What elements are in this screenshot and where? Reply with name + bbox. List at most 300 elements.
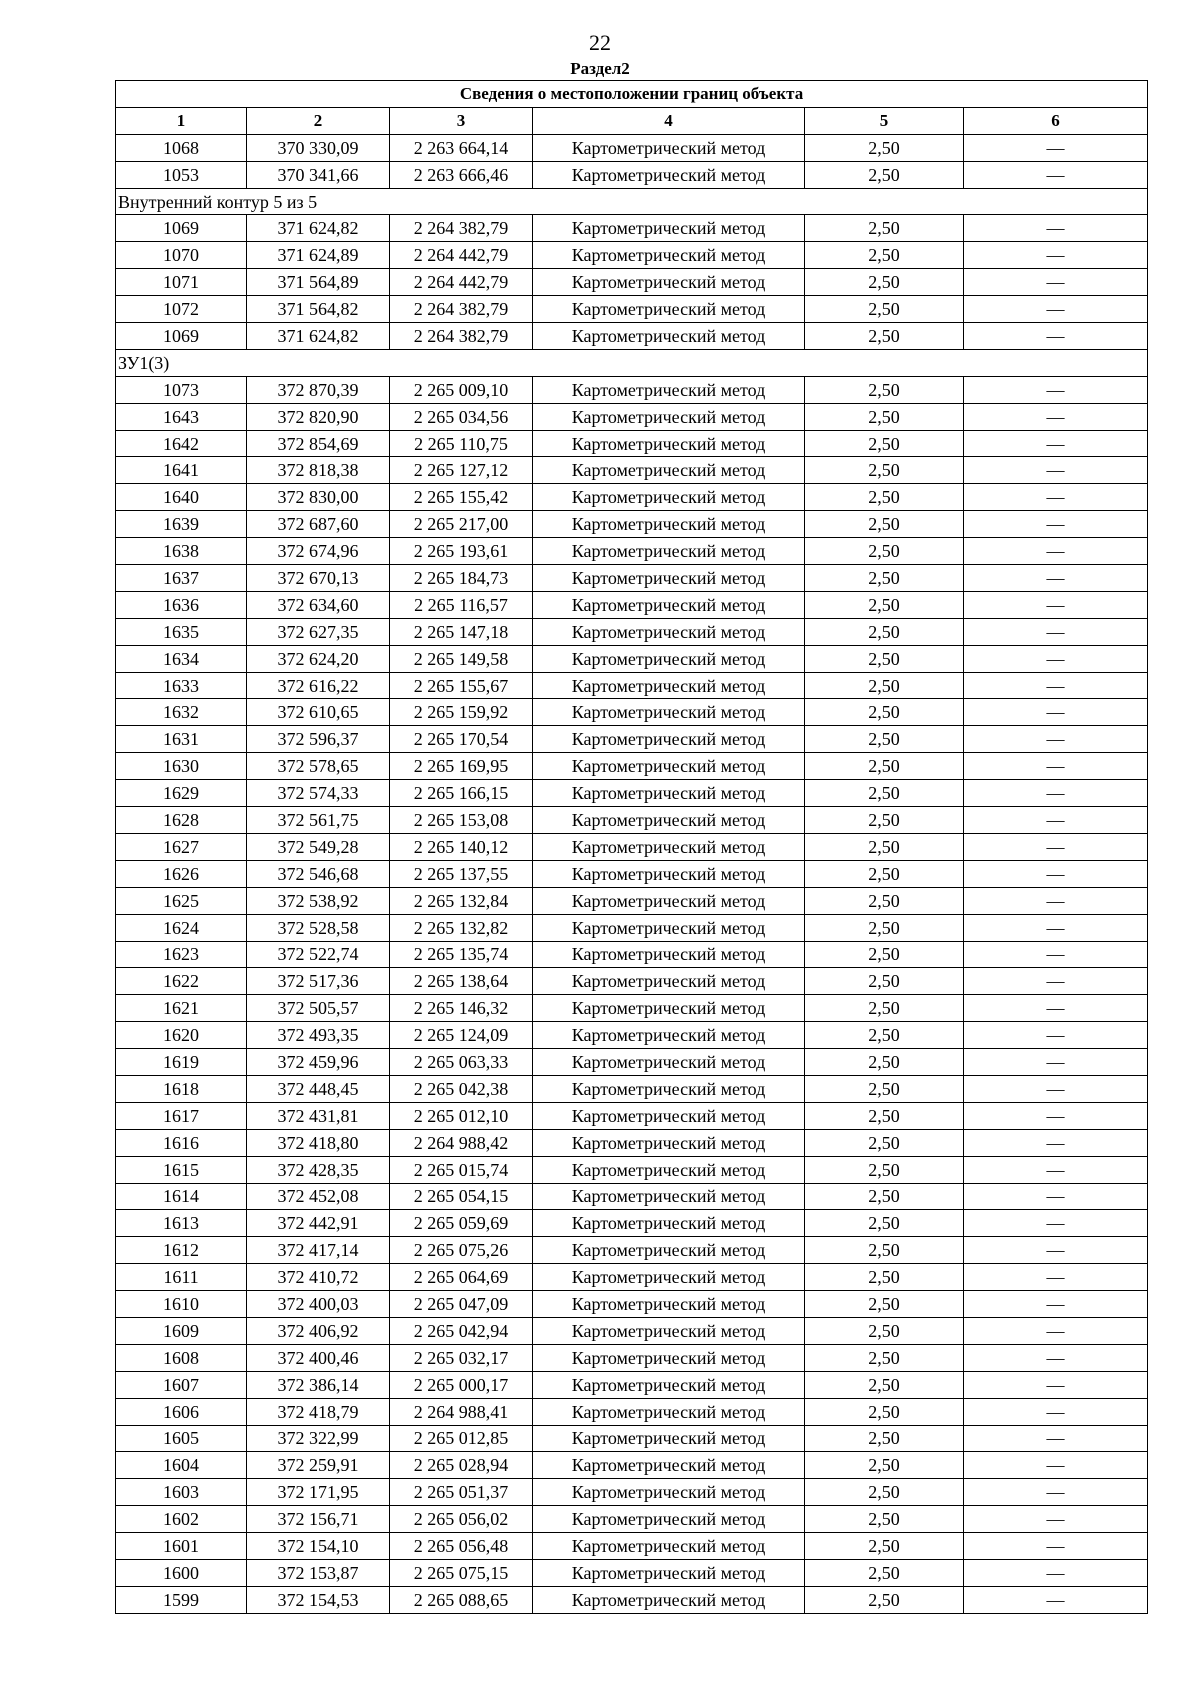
point-number-cell: 1616 bbox=[116, 1129, 247, 1156]
coordinate-y-cell: 2 264 382,79 bbox=[390, 323, 533, 350]
coordinate-y-cell: 2 265 153,08 bbox=[390, 807, 533, 834]
table-row bbox=[116, 1344, 1148, 1371]
coordinate-x-cell: 372 522,74 bbox=[247, 941, 390, 968]
table-row bbox=[116, 1049, 1148, 1076]
coordinate-x-cell: 372 854,69 bbox=[247, 430, 390, 457]
accuracy-cell: 2,50 bbox=[805, 1291, 964, 1318]
point-number-cell: 1634 bbox=[116, 645, 247, 672]
coordinate-x-cell: 372 578,65 bbox=[247, 753, 390, 780]
description-cell: — bbox=[964, 887, 1148, 914]
accuracy-cell: 2,50 bbox=[805, 726, 964, 753]
description-cell: — bbox=[964, 269, 1148, 296]
table-row bbox=[116, 457, 1148, 484]
table-row bbox=[116, 645, 1148, 672]
coordinate-y-cell: 2 265 147,18 bbox=[390, 618, 533, 645]
point-number-cell: 1069 bbox=[116, 323, 247, 350]
description-cell: — bbox=[964, 457, 1148, 484]
determination-method-cell: Картометрический метод bbox=[533, 941, 805, 968]
description-cell: — bbox=[964, 833, 1148, 860]
table-row bbox=[116, 941, 1148, 968]
description-cell: — bbox=[964, 161, 1148, 188]
description-cell: — bbox=[964, 1075, 1148, 1102]
table-caption: Сведения о местоположении границ объекта bbox=[116, 81, 1148, 108]
coordinate-x-cell: 372 322,99 bbox=[247, 1425, 390, 1452]
coordinate-y-cell: 2 265 064,69 bbox=[390, 1264, 533, 1291]
coordinate-x-cell: 372 505,57 bbox=[247, 995, 390, 1022]
coordinate-y-cell: 2 265 132,82 bbox=[390, 914, 533, 941]
point-number-cell: 1613 bbox=[116, 1210, 247, 1237]
determination-method-cell: Картометрический метод bbox=[533, 565, 805, 592]
coordinate-y-cell: 2 265 155,67 bbox=[390, 672, 533, 699]
accuracy-cell: 2,50 bbox=[805, 1022, 964, 1049]
coordinate-x-cell: 371 624,89 bbox=[247, 242, 390, 269]
description-cell: — bbox=[964, 1237, 1148, 1264]
accuracy-cell: 2,50 bbox=[805, 887, 964, 914]
coordinate-y-cell: 2 265 140,12 bbox=[390, 833, 533, 860]
coordinate-x-cell: 372 400,46 bbox=[247, 1344, 390, 1371]
description-cell: — bbox=[964, 511, 1148, 538]
accuracy-cell: 2,50 bbox=[805, 1506, 964, 1533]
coordinate-x-cell: 372 493,35 bbox=[247, 1022, 390, 1049]
table-row bbox=[116, 968, 1148, 995]
point-number-cell: 1628 bbox=[116, 807, 247, 834]
point-number-cell: 1635 bbox=[116, 618, 247, 645]
column-number: 5 bbox=[805, 107, 964, 134]
determination-method-cell: Картометрический метод bbox=[533, 1452, 805, 1479]
determination-method-cell: Картометрический метод bbox=[533, 645, 805, 672]
coordinate-x-cell: 372 417,14 bbox=[247, 1237, 390, 1264]
coordinate-x-cell: 372 459,96 bbox=[247, 1049, 390, 1076]
coordinate-y-cell: 2 263 664,14 bbox=[390, 134, 533, 161]
determination-method-cell: Картометрический метод bbox=[533, 780, 805, 807]
coordinate-y-cell: 2 265 042,94 bbox=[390, 1317, 533, 1344]
point-number-cell: 1642 bbox=[116, 430, 247, 457]
point-number-cell: 1600 bbox=[116, 1559, 247, 1586]
point-number-cell: 1605 bbox=[116, 1425, 247, 1452]
description-cell: — bbox=[964, 1506, 1148, 1533]
coordinate-x-cell: 371 624,82 bbox=[247, 215, 390, 242]
table-row bbox=[116, 161, 1148, 188]
description-cell: — bbox=[964, 134, 1148, 161]
point-number-cell: 1620 bbox=[116, 1022, 247, 1049]
coordinate-x-cell: 372 624,20 bbox=[247, 645, 390, 672]
coordinate-y-cell: 2 265 110,75 bbox=[390, 430, 533, 457]
determination-method-cell: Картометрический метод bbox=[533, 672, 805, 699]
determination-method-cell: Картометрический метод bbox=[533, 753, 805, 780]
coordinate-y-cell: 2 265 028,94 bbox=[390, 1452, 533, 1479]
determination-method-cell: Картометрический метод bbox=[533, 1425, 805, 1452]
table-row bbox=[116, 1506, 1148, 1533]
determination-method-cell: Картометрический метод bbox=[533, 538, 805, 565]
point-number-cell: 1626 bbox=[116, 860, 247, 887]
determination-method-cell: Картометрический метод bbox=[533, 591, 805, 618]
table-body bbox=[116, 134, 1148, 1613]
determination-method-cell: Картометрический метод bbox=[533, 914, 805, 941]
coordinate-x-cell: 372 418,80 bbox=[247, 1129, 390, 1156]
table-row bbox=[116, 887, 1148, 914]
description-cell: — bbox=[964, 296, 1148, 323]
coordinate-y-cell: 2 265 056,48 bbox=[390, 1533, 533, 1560]
table-row bbox=[116, 565, 1148, 592]
coordinate-x-cell: 372 400,03 bbox=[247, 1291, 390, 1318]
coordinate-y-cell: 2 265 056,02 bbox=[390, 1506, 533, 1533]
coordinate-y-cell: 2 265 042,38 bbox=[390, 1075, 533, 1102]
description-cell: — bbox=[964, 215, 1148, 242]
description-cell: — bbox=[964, 323, 1148, 350]
table-row bbox=[116, 699, 1148, 726]
coordinate-y-cell: 2 265 059,69 bbox=[390, 1210, 533, 1237]
coordinate-x-cell: 372 442,91 bbox=[247, 1210, 390, 1237]
accuracy-cell: 2,50 bbox=[805, 1237, 964, 1264]
description-cell: — bbox=[964, 538, 1148, 565]
accuracy-cell: 2,50 bbox=[805, 1586, 964, 1613]
description-cell: — bbox=[964, 484, 1148, 511]
point-number-cell: 1638 bbox=[116, 538, 247, 565]
accuracy-cell: 2,50 bbox=[805, 833, 964, 860]
point-number-cell: 1608 bbox=[116, 1344, 247, 1371]
determination-method-cell: Картометрический метод bbox=[533, 161, 805, 188]
table-row bbox=[116, 1398, 1148, 1425]
table-row bbox=[116, 995, 1148, 1022]
description-cell: — bbox=[964, 591, 1148, 618]
table-row bbox=[116, 1210, 1148, 1237]
point-number-cell: 1612 bbox=[116, 1237, 247, 1264]
accuracy-cell: 2,50 bbox=[805, 376, 964, 403]
accuracy-cell: 2,50 bbox=[805, 296, 964, 323]
accuracy-cell: 2,50 bbox=[805, 1425, 964, 1452]
description-cell: — bbox=[964, 430, 1148, 457]
description-cell: — bbox=[964, 807, 1148, 834]
determination-method-cell: Картометрический метод bbox=[533, 887, 805, 914]
coordinate-y-cell: 2 265 063,33 bbox=[390, 1049, 533, 1076]
determination-method-cell: Картометрический метод bbox=[533, 1156, 805, 1183]
determination-method-cell: Картометрический метод bbox=[533, 1049, 805, 1076]
accuracy-cell: 2,50 bbox=[805, 968, 964, 995]
table-row bbox=[116, 807, 1148, 834]
point-number-cell: 1624 bbox=[116, 914, 247, 941]
description-cell: — bbox=[964, 1102, 1148, 1129]
table-row bbox=[116, 296, 1148, 323]
point-number-cell: 1601 bbox=[116, 1533, 247, 1560]
determination-method-cell: Картометрический метод bbox=[533, 1129, 805, 1156]
coordinate-x-cell: 372 259,91 bbox=[247, 1452, 390, 1479]
determination-method-cell: Картометрический метод bbox=[533, 484, 805, 511]
accuracy-cell: 2,50 bbox=[805, 134, 964, 161]
column-number-row bbox=[116, 107, 1148, 134]
coordinate-y-cell: 2 265 193,61 bbox=[390, 538, 533, 565]
accuracy-cell: 2,50 bbox=[805, 780, 964, 807]
coordinate-x-cell: 372 410,72 bbox=[247, 1264, 390, 1291]
determination-method-cell: Картометрический метод bbox=[533, 1264, 805, 1291]
coordinate-x-cell: 372 386,14 bbox=[247, 1371, 390, 1398]
coordinate-x-cell: 372 627,35 bbox=[247, 618, 390, 645]
description-cell: — bbox=[964, 1479, 1148, 1506]
description-cell: — bbox=[964, 1264, 1148, 1291]
determination-method-cell: Картометрический метод bbox=[533, 323, 805, 350]
accuracy-cell: 2,50 bbox=[805, 1371, 964, 1398]
accuracy-cell: 2,50 bbox=[805, 1317, 964, 1344]
coordinate-x-cell: 372 406,92 bbox=[247, 1317, 390, 1344]
table-row bbox=[116, 484, 1148, 511]
coordinate-x-cell: 372 156,71 bbox=[247, 1506, 390, 1533]
point-number-cell: 1623 bbox=[116, 941, 247, 968]
table-row bbox=[116, 1264, 1148, 1291]
coordinate-x-cell: 372 171,95 bbox=[247, 1479, 390, 1506]
accuracy-cell: 2,50 bbox=[805, 430, 964, 457]
coordinate-y-cell: 2 265 009,10 bbox=[390, 376, 533, 403]
point-number-cell: 1629 bbox=[116, 780, 247, 807]
coordinate-y-cell: 2 265 138,64 bbox=[390, 968, 533, 995]
point-number-cell: 1610 bbox=[116, 1291, 247, 1318]
table-row bbox=[116, 1102, 1148, 1129]
coordinate-y-cell: 2 265 170,54 bbox=[390, 726, 533, 753]
coordinate-y-cell: 2 265 159,92 bbox=[390, 699, 533, 726]
determination-method-cell: Картометрический метод bbox=[533, 1291, 805, 1318]
description-cell: — bbox=[964, 860, 1148, 887]
point-number-cell: 1606 bbox=[116, 1398, 247, 1425]
coordinate-x-cell: 372 634,60 bbox=[247, 591, 390, 618]
description-cell: — bbox=[964, 1183, 1148, 1210]
point-number-cell: 1611 bbox=[116, 1264, 247, 1291]
point-number-cell: 1622 bbox=[116, 968, 247, 995]
point-number-cell: 1599 bbox=[116, 1586, 247, 1613]
determination-method-cell: Картометрический метод bbox=[533, 403, 805, 430]
determination-method-cell: Картометрический метод bbox=[533, 1533, 805, 1560]
accuracy-cell: 2,50 bbox=[805, 1183, 964, 1210]
point-number-cell: 1607 bbox=[116, 1371, 247, 1398]
point-number-cell: 1614 bbox=[116, 1183, 247, 1210]
point-number-cell: 1073 bbox=[116, 376, 247, 403]
table-row bbox=[116, 1559, 1148, 1586]
coordinate-y-cell: 2 265 137,55 bbox=[390, 860, 533, 887]
accuracy-cell: 2,50 bbox=[805, 242, 964, 269]
accuracy-cell: 2,50 bbox=[805, 457, 964, 484]
determination-method-cell: Картометрический метод bbox=[533, 376, 805, 403]
coordinate-x-cell: 370 330,09 bbox=[247, 134, 390, 161]
point-number-cell: 1070 bbox=[116, 242, 247, 269]
description-cell: — bbox=[964, 941, 1148, 968]
table-caption-row bbox=[116, 81, 1148, 108]
coordinate-y-cell: 2 264 988,41 bbox=[390, 1398, 533, 1425]
determination-method-cell: Картометрический метод bbox=[533, 1210, 805, 1237]
coordinate-x-cell: 371 564,82 bbox=[247, 296, 390, 323]
coordinate-y-cell: 2 265 034,56 bbox=[390, 403, 533, 430]
accuracy-cell: 2,50 bbox=[805, 1479, 964, 1506]
accuracy-cell: 2,50 bbox=[805, 565, 964, 592]
description-cell: — bbox=[964, 672, 1148, 699]
description-cell: — bbox=[964, 968, 1148, 995]
accuracy-cell: 2,50 bbox=[805, 1075, 964, 1102]
accuracy-cell: 2,50 bbox=[805, 484, 964, 511]
coordinate-x-cell: 372 418,79 bbox=[247, 1398, 390, 1425]
coordinate-y-cell: 2 265 075,15 bbox=[390, 1559, 533, 1586]
coordinate-y-cell: 2 265 015,74 bbox=[390, 1156, 533, 1183]
determination-method-cell: Картометрический метод bbox=[533, 457, 805, 484]
determination-method-cell: Картометрический метод bbox=[533, 215, 805, 242]
coordinate-x-cell: 372 670,13 bbox=[247, 565, 390, 592]
coordinate-x-cell: 372 546,68 bbox=[247, 860, 390, 887]
table-row bbox=[116, 1022, 1148, 1049]
description-cell: — bbox=[964, 1371, 1148, 1398]
table-row bbox=[116, 1129, 1148, 1156]
table-row bbox=[116, 1586, 1148, 1613]
accuracy-cell: 2,50 bbox=[805, 1129, 964, 1156]
determination-method-cell: Картометрический метод bbox=[533, 134, 805, 161]
table-row bbox=[116, 860, 1148, 887]
coordinate-x-cell: 370 341,66 bbox=[247, 161, 390, 188]
accuracy-cell: 2,50 bbox=[805, 699, 964, 726]
table-row bbox=[116, 672, 1148, 699]
section-title: Раздел2 bbox=[570, 59, 630, 78]
coordinate-y-cell: 2 264 442,79 bbox=[390, 242, 533, 269]
coordinate-x-cell: 372 610,65 bbox=[247, 699, 390, 726]
table-row bbox=[116, 1371, 1148, 1398]
point-number-cell: 1641 bbox=[116, 457, 247, 484]
coordinate-y-cell: 2 265 124,09 bbox=[390, 1022, 533, 1049]
column-number: 3 bbox=[390, 107, 533, 134]
point-number-cell: 1617 bbox=[116, 1102, 247, 1129]
coordinate-x-cell: 372 870,39 bbox=[247, 376, 390, 403]
accuracy-cell: 2,50 bbox=[805, 1264, 964, 1291]
point-number-cell: 1619 bbox=[116, 1049, 247, 1076]
point-number-cell: 1068 bbox=[116, 134, 247, 161]
accuracy-cell: 2,50 bbox=[805, 807, 964, 834]
description-cell: — bbox=[964, 914, 1148, 941]
determination-method-cell: Картометрический метод bbox=[533, 1371, 805, 1398]
determination-method-cell: Картометрический метод bbox=[533, 1344, 805, 1371]
accuracy-cell: 2,50 bbox=[805, 269, 964, 296]
table-row bbox=[116, 511, 1148, 538]
description-cell: — bbox=[964, 753, 1148, 780]
determination-method-cell: Картометрический метод bbox=[533, 1479, 805, 1506]
point-number-cell: 1631 bbox=[116, 726, 247, 753]
description-cell: — bbox=[964, 1452, 1148, 1479]
accuracy-cell: 2,50 bbox=[805, 161, 964, 188]
boundary-coordinates-table bbox=[115, 80, 1148, 1614]
determination-method-cell: Картометрический метод bbox=[533, 1317, 805, 1344]
description-cell: — bbox=[964, 1210, 1148, 1237]
point-number-cell: 1640 bbox=[116, 484, 247, 511]
point-number-cell: 1609 bbox=[116, 1317, 247, 1344]
description-cell: — bbox=[964, 1344, 1148, 1371]
determination-method-cell: Картометрический метод bbox=[533, 269, 805, 296]
page-number: 22 bbox=[589, 30, 611, 55]
determination-method-cell: Картометрический метод bbox=[533, 995, 805, 1022]
coordinate-x-cell: 372 616,22 bbox=[247, 672, 390, 699]
coordinate-x-cell: 372 561,75 bbox=[247, 807, 390, 834]
accuracy-cell: 2,50 bbox=[805, 1344, 964, 1371]
coordinate-y-cell: 2 264 382,79 bbox=[390, 296, 533, 323]
coordinate-x-cell: 372 154,10 bbox=[247, 1533, 390, 1560]
coordinate-x-cell: 372 517,36 bbox=[247, 968, 390, 995]
table-row bbox=[116, 538, 1148, 565]
accuracy-cell: 2,50 bbox=[805, 860, 964, 887]
point-number-cell: 1072 bbox=[116, 296, 247, 323]
point-number-cell: 1053 bbox=[116, 161, 247, 188]
coordinate-y-cell: 2 265 135,74 bbox=[390, 941, 533, 968]
table-row bbox=[116, 134, 1148, 161]
table-row bbox=[116, 1533, 1148, 1560]
coordinate-y-cell: 2 264 382,79 bbox=[390, 215, 533, 242]
point-number-cell: 1633 bbox=[116, 672, 247, 699]
table-row bbox=[116, 1425, 1148, 1452]
coordinate-x-cell: 372 448,45 bbox=[247, 1075, 390, 1102]
coordinate-y-cell: 2 265 169,95 bbox=[390, 753, 533, 780]
table-row bbox=[116, 323, 1148, 350]
coordinate-x-cell: 372 596,37 bbox=[247, 726, 390, 753]
coordinate-y-cell: 2 265 116,57 bbox=[390, 591, 533, 618]
group-header-row bbox=[116, 188, 1148, 215]
coordinate-x-cell: 372 154,53 bbox=[247, 1586, 390, 1613]
coordinate-y-cell: 2 265 184,73 bbox=[390, 565, 533, 592]
determination-method-cell: Картометрический метод bbox=[533, 860, 805, 887]
accuracy-cell: 2,50 bbox=[805, 215, 964, 242]
description-cell: — bbox=[964, 403, 1148, 430]
point-number-cell: 1618 bbox=[116, 1075, 247, 1102]
accuracy-cell: 2,50 bbox=[805, 1533, 964, 1560]
determination-method-cell: Картометрический метод bbox=[533, 1075, 805, 1102]
table-row bbox=[116, 726, 1148, 753]
table-row bbox=[116, 1156, 1148, 1183]
table-row bbox=[116, 242, 1148, 269]
description-cell: — bbox=[964, 565, 1148, 592]
coordinate-x-cell: 372 549,28 bbox=[247, 833, 390, 860]
coordinate-x-cell: 372 538,92 bbox=[247, 887, 390, 914]
point-number-cell: 1071 bbox=[116, 269, 247, 296]
coordinate-x-cell: 372 153,87 bbox=[247, 1559, 390, 1586]
coordinate-x-cell: 372 428,35 bbox=[247, 1156, 390, 1183]
table-row bbox=[116, 753, 1148, 780]
coordinate-x-cell: 372 431,81 bbox=[247, 1102, 390, 1129]
determination-method-cell: Картометрический метод bbox=[533, 511, 805, 538]
determination-method-cell: Картометрический метод bbox=[533, 968, 805, 995]
accuracy-cell: 2,50 bbox=[805, 1049, 964, 1076]
coordinate-x-cell: 372 818,38 bbox=[247, 457, 390, 484]
determination-method-cell: Картометрический метод bbox=[533, 1398, 805, 1425]
description-cell: — bbox=[964, 1398, 1148, 1425]
table-row bbox=[116, 403, 1148, 430]
accuracy-cell: 2,50 bbox=[805, 1398, 964, 1425]
table-row bbox=[116, 591, 1148, 618]
table-row bbox=[116, 269, 1148, 296]
column-number: 2 bbox=[247, 107, 390, 134]
coordinate-y-cell: 2 265 047,09 bbox=[390, 1291, 533, 1318]
description-cell: — bbox=[964, 1156, 1148, 1183]
accuracy-cell: 2,50 bbox=[805, 753, 964, 780]
coordinate-x-cell: 372 687,60 bbox=[247, 511, 390, 538]
point-number-cell: 1627 bbox=[116, 833, 247, 860]
determination-method-cell: Картометрический метод bbox=[533, 833, 805, 860]
description-cell: — bbox=[964, 726, 1148, 753]
determination-method-cell: Картометрический метод bbox=[533, 726, 805, 753]
determination-method-cell: Картометрический метод bbox=[533, 807, 805, 834]
determination-method-cell: Картометрический метод bbox=[533, 1183, 805, 1210]
table-row bbox=[116, 1075, 1148, 1102]
description-cell: — bbox=[964, 1291, 1148, 1318]
point-number-cell: 1632 bbox=[116, 699, 247, 726]
accuracy-cell: 2,50 bbox=[805, 538, 964, 565]
description-cell: — bbox=[964, 1022, 1148, 1049]
description-cell: — bbox=[964, 618, 1148, 645]
point-number-cell: 1602 bbox=[116, 1506, 247, 1533]
coordinate-x-cell: 371 624,82 bbox=[247, 323, 390, 350]
table-row bbox=[116, 780, 1148, 807]
point-number-cell: 1603 bbox=[116, 1479, 247, 1506]
accuracy-cell: 2,50 bbox=[805, 1559, 964, 1586]
accuracy-cell: 2,50 bbox=[805, 672, 964, 699]
description-cell: — bbox=[964, 645, 1148, 672]
column-number: 1 bbox=[116, 107, 247, 134]
